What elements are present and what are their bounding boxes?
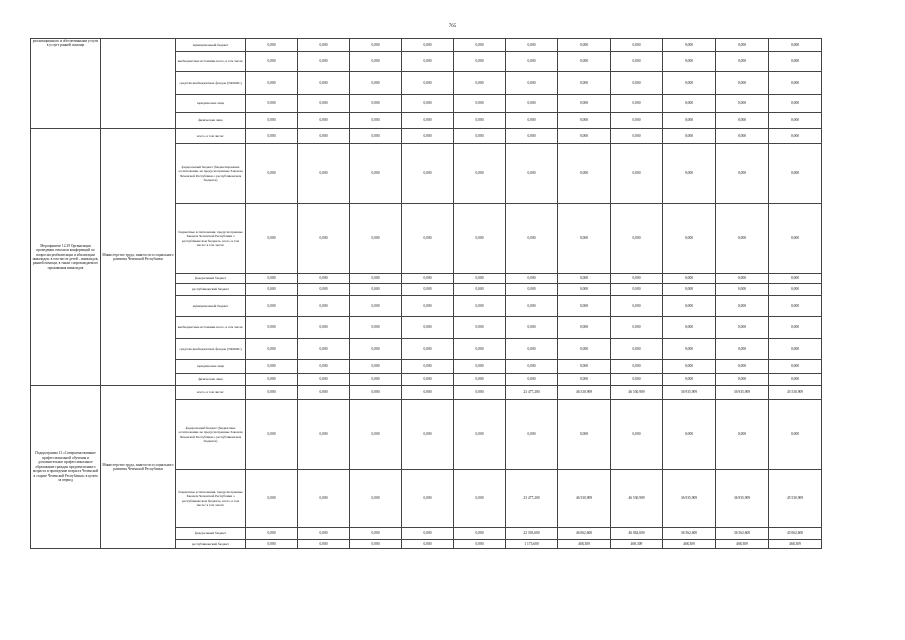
value-cell: 0,000	[716, 274, 769, 284]
funding-source-cell: юридические лица	[176, 360, 246, 374]
funding-source-cell: федеральный бюджет	[176, 274, 246, 284]
value-cell: 0,000	[611, 144, 663, 204]
value-cell: 0,000	[716, 339, 769, 360]
value-cell: 0,000	[454, 72, 506, 95]
value-cell: 0,000	[506, 374, 558, 386]
value-cell: 0,000	[402, 113, 454, 129]
value-cell: 0,000	[350, 528, 402, 540]
value-cell: 0,000	[558, 52, 611, 72]
value-cell: 0,000	[454, 39, 506, 52]
value-cell: 0,000	[298, 400, 350, 470]
value-cell: 0,000	[611, 317, 663, 339]
value-cell: 0,000	[454, 95, 506, 113]
value-cell: 0,000	[246, 95, 298, 113]
value-cell: 0,000	[402, 386, 454, 400]
funding-source-cell: бюджетные ассигнования, предусмотренные Законом Чеченской Республики о республиканском бюджете, всего, в том числе: в том числе:	[176, 204, 246, 274]
value-cell: 0,000	[769, 284, 822, 296]
value-cell: 0,000	[298, 113, 350, 129]
value-cell: 0,000	[402, 540, 454, 549]
value-cell: 0,000	[350, 72, 402, 95]
value-cell: 0,000	[350, 296, 402, 317]
page-number: 765	[448, 24, 457, 29]
value-cell: 0,000	[611, 274, 663, 284]
value-cell: 0,000	[716, 400, 769, 470]
value-cell: 0,000	[454, 528, 506, 540]
value-cell: 0,000	[246, 317, 298, 339]
value-cell: 0,000	[716, 129, 769, 144]
value-cell: 0,000	[558, 72, 611, 95]
value-cell: 0,000	[454, 204, 506, 274]
value-cell: 0,000	[402, 284, 454, 296]
value-cell: 0,000	[769, 144, 822, 204]
value-cell: 0,000	[246, 528, 298, 540]
value-cell: 0,000	[769, 274, 822, 284]
value-cell: 0,000	[402, 204, 454, 274]
value-cell: 0,000	[769, 52, 822, 72]
value-cell: 0,000	[402, 317, 454, 339]
value-cell: 468,309	[558, 540, 611, 549]
value-cell: 0,000	[350, 95, 402, 113]
value-cell: 0,000	[298, 72, 350, 95]
value-cell: 0,000	[298, 204, 350, 274]
value-cell: 0,000	[350, 144, 402, 204]
value-cell: 468,309	[611, 540, 663, 549]
value-cell: 0,000	[298, 284, 350, 296]
value-cell: 0,000	[298, 374, 350, 386]
funding-source-cell: федеральный бюджет	[176, 528, 246, 540]
value-cell: 0,000	[611, 374, 663, 386]
value-cell: 0,000	[246, 470, 298, 528]
value-cell: 45 062,600	[769, 528, 822, 540]
value-cell: 0,000	[246, 386, 298, 400]
organization-cell	[101, 39, 176, 129]
value-cell: 0,000	[298, 386, 350, 400]
value-cell: 0,000	[716, 113, 769, 129]
value-cell: 0,000	[402, 528, 454, 540]
funding-source-cell: бюджетные ассигнования, предусмотренные Законом Чеченской Республики о республиканском бюджете, всего, в том числе: в том числе:	[176, 470, 246, 528]
value-cell: 36 935,909	[716, 470, 769, 528]
value-cell: 46 530,909	[611, 470, 663, 528]
value-cell: 0,000	[506, 52, 558, 72]
value-cell: 0,000	[350, 470, 402, 528]
value-cell: 0,000	[454, 296, 506, 317]
value-cell: 0,000	[769, 374, 822, 386]
value-cell: 0,000	[558, 274, 611, 284]
value-cell: 0,000	[402, 52, 454, 72]
value-cell: 0,000	[506, 339, 558, 360]
value-cell: 0,000	[454, 540, 506, 549]
value-cell: 0,000	[769, 129, 822, 144]
value-cell: 0,000	[611, 52, 663, 72]
value-cell: 0,000	[663, 339, 716, 360]
value-cell: 0,000	[558, 374, 611, 386]
table-row	[31, 39, 822, 52]
value-cell: 0,000	[663, 95, 716, 113]
value-cell: 0,000	[246, 144, 298, 204]
value-cell: 0,000	[558, 39, 611, 52]
value-cell: 0,000	[454, 284, 506, 296]
value-cell: 0,000	[611, 339, 663, 360]
value-cell: 0,000	[246, 72, 298, 95]
value-cell: 0,000	[506, 144, 558, 204]
value-cell: 0,000	[769, 95, 822, 113]
value-cell: 0,000	[246, 39, 298, 52]
value-cell: 0,000	[506, 113, 558, 129]
value-cell: 0,000	[246, 339, 298, 360]
value-cell: 0,000	[769, 296, 822, 317]
value-cell: 468,309	[716, 540, 769, 549]
value-cell: 0,000	[769, 113, 822, 129]
value-cell: 1 173,600	[506, 540, 558, 549]
program-cell: Мероприятие 12.29 Организация проведения откоснои конференций по вопросам реабилитации и абилитации инвалидов, в том числе детей – инвалидов, ранней помощи, в также сопровождаемого проживания инвалидов	[31, 129, 101, 386]
value-cell: 0,000	[716, 360, 769, 374]
funding-source-cell: физические лица	[176, 374, 246, 386]
value-cell: 0,000	[769, 72, 822, 95]
value-cell: 0,000	[350, 129, 402, 144]
value-cell: 0,000	[298, 470, 350, 528]
value-cell: 0,000	[663, 274, 716, 284]
value-cell: 36 935,909	[716, 386, 769, 400]
value-cell: 0,000	[663, 360, 716, 374]
funding-source-cell: федеральный бюджет (бюджетирование ассигнования, не предусмотренные Законом Чеченской Республики о республиканском бюджете)	[176, 144, 246, 204]
value-cell: 46 530,909	[558, 386, 611, 400]
program-cell: реализационного и обеспеченными услуги в услуге ранней помощи	[31, 39, 101, 129]
value-cell: 0,000	[402, 400, 454, 470]
value-cell: 0,000	[246, 204, 298, 274]
funding-source-cell: всего, в том числе:	[176, 129, 246, 144]
value-cell: 0,000	[716, 144, 769, 204]
organization-cell: Министерство труда, занятости и социального развития Чеченской Республики	[101, 129, 176, 386]
value-cell: 0,000	[769, 360, 822, 374]
value-cell: 0,000	[506, 274, 558, 284]
value-cell: 0,000	[246, 129, 298, 144]
value-cell: 0,000	[611, 204, 663, 274]
value-cell: 0,000	[350, 274, 402, 284]
value-cell: 0,000	[298, 274, 350, 284]
value-cell: 0,000	[716, 95, 769, 113]
table-row	[31, 129, 822, 144]
value-cell: 45 530,909	[769, 386, 822, 400]
value-cell: 0,000	[663, 317, 716, 339]
value-cell: 0,000	[506, 95, 558, 113]
value-cell: 0,000	[558, 129, 611, 144]
value-cell: 0,000	[402, 39, 454, 52]
funding-source-cell: федеральный бюджет (бюджетные ассигнования, не предусмотренные Законом Чеченской Республики о республиканском бюджете)	[176, 400, 246, 470]
value-cell: 36 935,909	[663, 386, 716, 400]
value-cell: 0,000	[402, 274, 454, 284]
value-cell: 23 477,200	[506, 470, 558, 528]
value-cell: 0,000	[402, 296, 454, 317]
value-cell: 0,000	[298, 540, 350, 549]
value-cell: 0,000	[454, 360, 506, 374]
value-cell: 0,000	[402, 374, 454, 386]
value-cell: 0,000	[246, 284, 298, 296]
value-cell: 0,000	[298, 360, 350, 374]
value-cell: 0,000	[350, 52, 402, 72]
value-cell: 0,000	[506, 284, 558, 296]
value-cell: 0,000	[246, 540, 298, 549]
value-cell: 0,000	[558, 95, 611, 113]
value-cell: 0,000	[506, 296, 558, 317]
value-cell: 0,000	[716, 284, 769, 296]
value-cell: 468,309	[769, 540, 822, 549]
value-cell: 0,000	[506, 72, 558, 95]
value-cell: 0,000	[350, 39, 402, 52]
value-cell: 0,000	[402, 144, 454, 204]
value-cell: 0,000	[454, 400, 506, 470]
value-cell: 0,000	[663, 129, 716, 144]
value-cell: 0,000	[402, 72, 454, 95]
value-cell: 45 530,909	[769, 470, 822, 528]
funding-source-cell: средства внебюджетных фондов (ТФОМС)	[176, 339, 246, 360]
value-cell: 0,000	[246, 113, 298, 129]
program-cell: Подпрограмма 13 «Совершенствование профессиональной обучения и дополнительное профессиональное образование граждан предпенсионного возраста и проведение возраста Чеченской в старше Чеченской Республики» в целом за период	[31, 386, 101, 549]
value-cell: 0,000	[298, 39, 350, 52]
value-cell: 0,000	[350, 374, 402, 386]
value-cell: 0,000	[558, 296, 611, 317]
funding-source-cell: республиканский бюджет	[176, 284, 246, 296]
value-cell: 0,000	[246, 296, 298, 317]
value-cell: 0,000	[298, 129, 350, 144]
value-cell: 0,000	[298, 339, 350, 360]
value-cell: 0,000	[402, 339, 454, 360]
value-cell: 0,000	[506, 360, 558, 374]
value-cell: 0,000	[506, 129, 558, 144]
value-cell: 0,000	[769, 400, 822, 470]
value-cell: 0,000	[402, 470, 454, 528]
value-cell: 0,000	[611, 129, 663, 144]
value-cell: 0,000	[558, 144, 611, 204]
value-cell: 0,000	[350, 339, 402, 360]
value-cell: 0,000	[506, 317, 558, 339]
funding-source-cell: юридические лица	[176, 95, 246, 113]
value-cell: 0,000	[558, 400, 611, 470]
value-cell: 22 303,600	[506, 528, 558, 540]
value-cell: 0,000	[506, 39, 558, 52]
value-cell: 0,000	[558, 317, 611, 339]
value-cell: 0,000	[663, 72, 716, 95]
funding-source-cell: внебюджетные источники всего, в том числе:	[176, 52, 246, 72]
value-cell: 0,000	[454, 317, 506, 339]
value-cell: 0,000	[454, 274, 506, 284]
value-cell: 0,000	[454, 144, 506, 204]
value-cell: 0,000	[611, 113, 663, 129]
value-cell: 0,000	[558, 360, 611, 374]
value-cell: 0,000	[298, 144, 350, 204]
value-cell: 468,309	[663, 540, 716, 549]
value-cell: 0,000	[663, 52, 716, 72]
value-cell: 0,000	[246, 360, 298, 374]
value-cell: 46 062,600	[611, 528, 663, 540]
value-cell: 36 935,909	[663, 470, 716, 528]
value-cell: 0,000	[454, 129, 506, 144]
value-cell: 0,000	[558, 339, 611, 360]
value-cell: 0,000	[350, 386, 402, 400]
table-row	[31, 386, 822, 400]
value-cell: 0,000	[663, 374, 716, 386]
value-cell: 0,000	[663, 204, 716, 274]
value-cell: 0,000	[663, 400, 716, 470]
value-cell: 0,000	[350, 360, 402, 374]
value-cell: 0,000	[663, 284, 716, 296]
value-cell: 0,000	[558, 113, 611, 129]
value-cell: 0,000	[716, 72, 769, 95]
funding-source-cell: средства внебюджетных фондов (ТФОМС)	[176, 72, 246, 95]
value-cell: 0,000	[350, 317, 402, 339]
value-cell: 0,000	[769, 204, 822, 274]
value-cell: 0,000	[663, 296, 716, 317]
value-cell: 0,000	[769, 39, 822, 52]
value-cell: 0,000	[611, 360, 663, 374]
funding-source-cell: всего, в том числе:	[176, 386, 246, 400]
value-cell: 0,000	[454, 470, 506, 528]
value-cell: 0,000	[611, 284, 663, 296]
value-cell: 0,000	[611, 39, 663, 52]
value-cell: 0,000	[298, 317, 350, 339]
value-cell: 0,000	[246, 274, 298, 284]
value-cell: 0,000	[663, 144, 716, 204]
value-cell: 0,000	[454, 52, 506, 72]
value-cell: 0,000	[506, 204, 558, 274]
organization-cell: Министерство труда, занятости и социального развития Чеченской Республики	[101, 386, 176, 549]
value-cell: 0,000	[716, 317, 769, 339]
value-cell: 0,000	[663, 39, 716, 52]
value-cell: 0,000	[558, 284, 611, 296]
value-cell: 0,000	[611, 95, 663, 113]
value-cell: 46 530,909	[558, 470, 611, 528]
value-cell: 0,000	[298, 52, 350, 72]
value-cell: 0,000	[350, 204, 402, 274]
funding-source-cell: республиканский бюджет	[176, 540, 246, 549]
value-cell: 0,000	[350, 540, 402, 549]
value-cell: 0,000	[350, 113, 402, 129]
value-cell: 0,000	[716, 39, 769, 52]
value-cell: 46 530,909	[611, 386, 663, 400]
value-cell: 0,000	[298, 296, 350, 317]
value-cell: 0,000	[402, 129, 454, 144]
value-cell: 0,000	[611, 296, 663, 317]
value-cell: 0,000	[769, 317, 822, 339]
value-cell: 0,000	[298, 95, 350, 113]
value-cell: 0,000	[454, 386, 506, 400]
value-cell: 0,000	[506, 400, 558, 470]
budget-table	[30, 38, 822, 549]
funding-source-cell: внебюджетные источники всего, в том числе:	[176, 317, 246, 339]
value-cell: 0,000	[350, 400, 402, 470]
funding-source-cell: физические лица	[176, 113, 246, 129]
value-cell: 46 062,600	[558, 528, 611, 540]
value-cell: 36 562,600	[663, 528, 716, 540]
value-cell: 0,000	[716, 374, 769, 386]
value-cell: 0,000	[246, 400, 298, 470]
value-cell: 0,000	[769, 339, 822, 360]
value-cell: 0,000	[350, 284, 402, 296]
value-cell: 0,000	[611, 72, 663, 95]
value-cell: 0,000	[246, 374, 298, 386]
value-cell: 0,000	[716, 296, 769, 317]
funding-source-cell: муниципальный бюджет	[176, 296, 246, 317]
value-cell: 0,000	[663, 113, 716, 129]
value-cell: 0,000	[402, 360, 454, 374]
value-cell: 0,000	[454, 113, 506, 129]
value-cell: 23 477,200	[506, 386, 558, 400]
value-cell: 0,000	[298, 528, 350, 540]
value-cell: 0,000	[558, 204, 611, 274]
value-cell: 0,000	[454, 339, 506, 360]
value-cell: 0,000	[402, 95, 454, 113]
value-cell: 0,000	[716, 204, 769, 274]
funding-source-cell: муниципальный бюджет	[176, 39, 246, 52]
value-cell: 0,000	[246, 52, 298, 72]
value-cell: 36 562,600	[716, 528, 769, 540]
value-cell: 0,000	[611, 400, 663, 470]
value-cell: 0,000	[716, 52, 769, 72]
value-cell: 0,000	[454, 374, 506, 386]
